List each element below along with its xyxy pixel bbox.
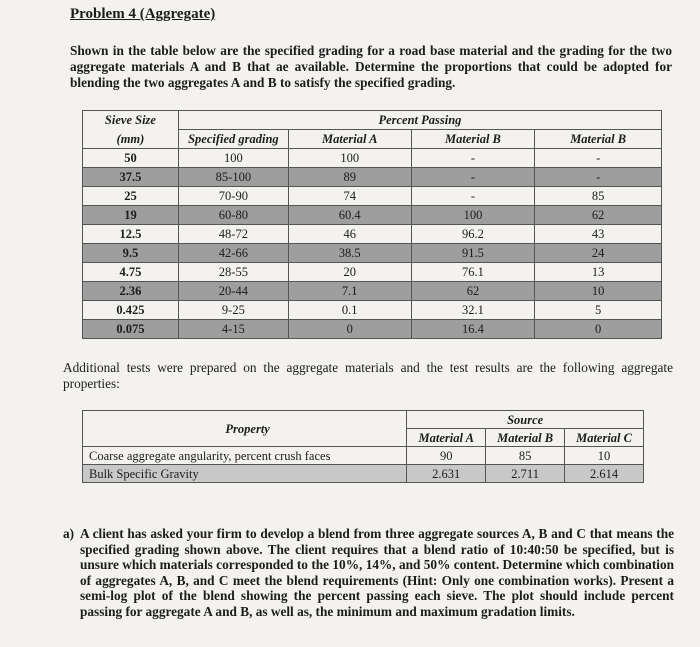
property-name: Bulk Specific Gravity: [83, 465, 407, 483]
material-b2-cell: 43: [535, 225, 662, 244]
specified-grading-cell: 48-72: [178, 225, 288, 244]
property-value: 85: [486, 447, 565, 465]
sieve-size-cell: 25: [83, 187, 179, 206]
table-row: [83, 244, 662, 263]
source-header: Source: [407, 411, 644, 429]
material-b2-cell: -: [535, 168, 662, 187]
material-b2-header: Material B: [535, 130, 662, 149]
material-b-cell: 32.1: [411, 301, 535, 320]
property-table: [82, 410, 644, 483]
property-value: 2.711: [486, 465, 565, 483]
material-b2-cell: -: [535, 149, 662, 168]
property-name: Coarse aggregate angularity, percent crush faces: [83, 447, 407, 465]
sieve-size-cell: 2.36: [83, 282, 179, 301]
table-row: [83, 301, 662, 320]
material-b-cell: 96.2: [411, 225, 535, 244]
grading-table: [82, 110, 662, 339]
material-b-cell: 62: [411, 282, 535, 301]
sieve-size-cell: 0.425: [83, 301, 179, 320]
material-b2-cell: 10: [535, 282, 662, 301]
material-a-cell: 7.1: [288, 282, 411, 301]
material-a-header: Material A: [288, 130, 411, 149]
material-a-cell: 74: [288, 187, 411, 206]
material-b2-cell: 24: [535, 244, 662, 263]
problem-title: Problem 4 (Aggregate): [70, 6, 216, 22]
material-b-cell: -: [411, 187, 535, 206]
property-value: 2.614: [565, 465, 644, 483]
specified-grading-cell: 28-55: [178, 263, 288, 282]
specified-grading-cell: 42-66: [178, 244, 288, 263]
mm-header: (mm): [83, 130, 179, 149]
sieve-size-cell: 9.5: [83, 244, 179, 263]
material-b2-cell: 0: [535, 320, 662, 339]
material-b2-cell: 5: [535, 301, 662, 320]
specified-grading-cell: 100: [178, 149, 288, 168]
material-a-cell: 46: [288, 225, 411, 244]
question-label: a): [63, 526, 75, 541]
sieve-size-cell: 0.075: [83, 320, 179, 339]
sieve-size-cell: 12.5: [83, 225, 179, 244]
table-row: [83, 168, 662, 187]
table-row: [83, 447, 644, 465]
specified-grading-cell: 60-80: [178, 206, 288, 225]
material-b-cell: -: [411, 168, 535, 187]
sieve-size-cell: 37.5: [83, 168, 179, 187]
table-row: [83, 225, 662, 244]
specified-grading-header: Specified grading: [178, 130, 288, 149]
material-b-cell: 91.5: [411, 244, 535, 263]
material-a-cell: 0.1: [288, 301, 411, 320]
material-a-cell: 89: [288, 168, 411, 187]
property-value: 90: [407, 447, 486, 465]
sieve-size-cell: 50: [83, 149, 179, 168]
material-a-cell: 38.5: [288, 244, 411, 263]
table-header-row: [83, 111, 662, 130]
percent-passing-header: Percent Passing: [178, 111, 661, 130]
specified-grading-cell: 4-15: [178, 320, 288, 339]
material-b-cell: 76.1: [411, 263, 535, 282]
material-b-cell: 16.4: [411, 320, 535, 339]
table-row: [83, 320, 662, 339]
property-value: 2.631: [407, 465, 486, 483]
property-header-row: [83, 411, 644, 429]
material-a-cell: 100: [288, 149, 411, 168]
table-row: [83, 465, 644, 483]
table-row: [83, 282, 662, 301]
table-row: [83, 149, 662, 168]
material-b-col-header: Material B: [486, 429, 565, 447]
sieve-size-cell: 19: [83, 206, 179, 225]
material-b2-cell: 13: [535, 263, 662, 282]
specified-grading-cell: 85-100: [178, 168, 288, 187]
material-c-col-header: Material C: [565, 429, 644, 447]
material-a-col-header: Material A: [407, 429, 486, 447]
sieve-size-cell: 4.75: [83, 263, 179, 282]
question-text: A client has asked your firm to develop a blend from three aggregate sources A, B and C that means the specified grading shown above. The client requires that a blend ratio of 10:40:50 be specified, but is unsure which materials corresponded to the 10%, 14%, and 50% content. Determine which combination of aggregates A, B, and C meet the blend requirements (Hint: Only one combination works). Present a semi-log plot of the blend showing the percent passing each sieve. The plot should include percent passing for aggregate A and B, as well as, the minimum and maximum gradation limits.: [80, 526, 674, 619]
intro-paragraph: Shown in the table below are the specified grading for a road base material and the grading for the two aggregate materials A and B that ae available. Determine the proportions that could be adopted for blending the two aggregates A and B to satisfy the specified grading.: [70, 43, 672, 90]
material-a-cell: 0: [288, 320, 411, 339]
property-header: Property: [83, 411, 407, 447]
material-b-cell: -: [411, 149, 535, 168]
material-b-header: Material B: [411, 130, 535, 149]
specified-grading-cell: 70-90: [178, 187, 288, 206]
table-subheader-row: [83, 130, 662, 149]
material-b2-cell: 85: [535, 187, 662, 206]
material-b2-cell: 62: [535, 206, 662, 225]
material-a-cell: 60.4: [288, 206, 411, 225]
additional-paragraph: Additional tests were prepared on the aggregate materials and the test results are the following aggregate properties:: [63, 360, 673, 391]
specified-grading-cell: 9-25: [178, 301, 288, 320]
property-value: 10: [565, 447, 644, 465]
table-row: [83, 187, 662, 206]
table-row: [83, 206, 662, 225]
question-a: [63, 526, 674, 619]
material-a-cell: 20: [288, 263, 411, 282]
table-row: [83, 263, 662, 282]
sieve-size-header: Sieve Size: [83, 111, 179, 130]
material-b-cell: 100: [411, 206, 535, 225]
specified-grading-cell: 20-44: [178, 282, 288, 301]
